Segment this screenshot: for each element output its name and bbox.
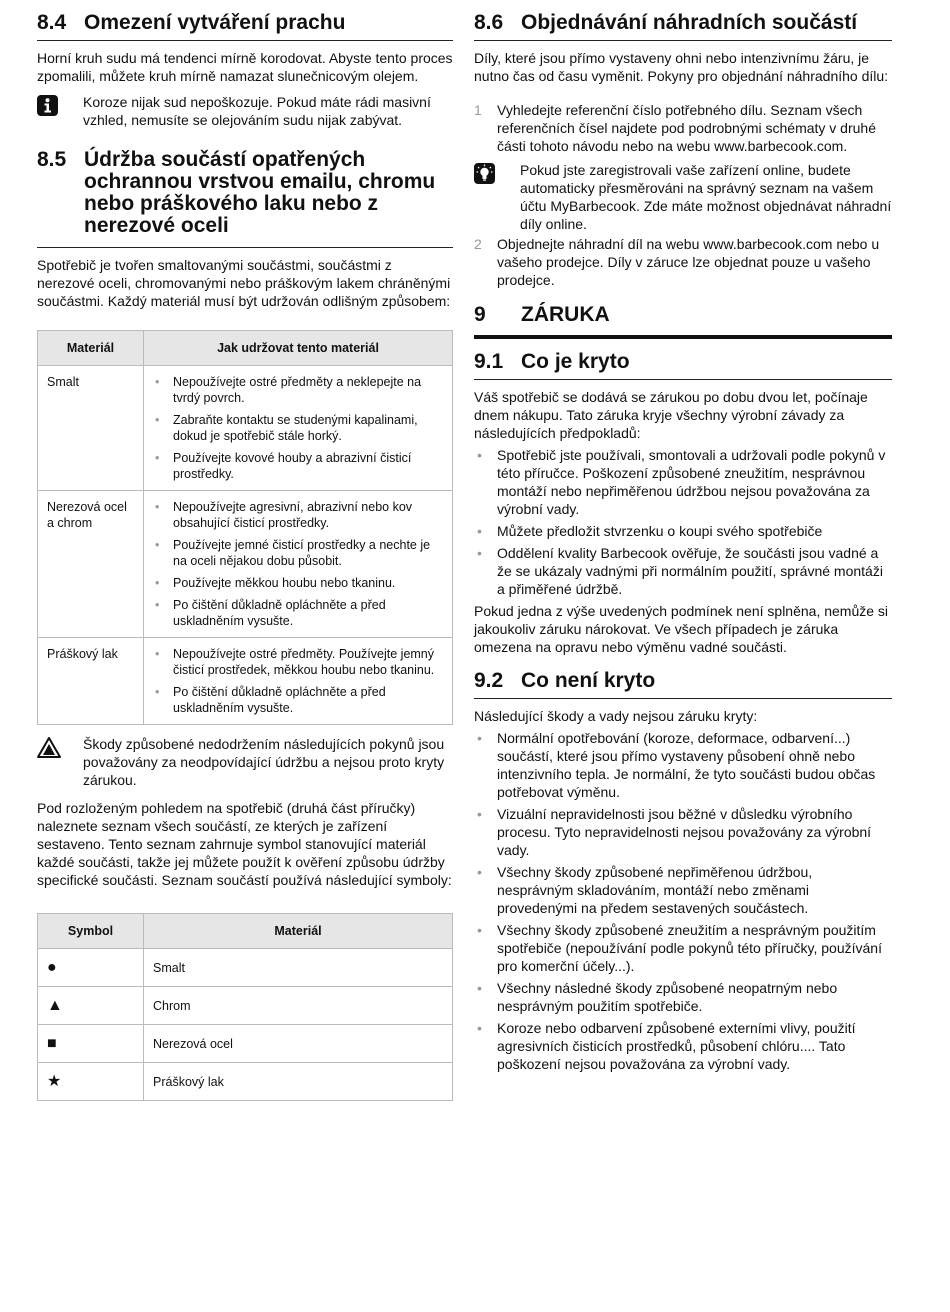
table-header-row	[38, 331, 453, 366]
left-column	[37, 0, 453, 1101]
list-item: • Používejte kovové houby a abrazivní čisticí prostředky.	[153, 450, 443, 482]
tip-note	[474, 161, 892, 233]
section-9-2-heading	[474, 670, 892, 699]
list-item: • Normální opotřebování (koroze, deformace, odbarvení...) součástí, které jsou přímo vystaveny působení ohně nebo intenzivního tepla. Je normální, že tyto součásti budou občas potřebovat výměnu.	[474, 729, 892, 801]
circle-symbol: ●	[38, 949, 144, 987]
material-cell: Práškový lak	[144, 1063, 453, 1101]
care-cell	[144, 638, 453, 725]
column-header-material: Materiál	[38, 331, 144, 366]
list-item: • Vizuální nepravidelnosti jsou běžné v důsledku výrobního procesu. Tyto nepravidelnosti nejsou považovány za výrobní vady.	[474, 805, 892, 859]
section-title: Objednávání náhradních součástí	[521, 11, 858, 34]
section-title: Co není kryto	[521, 669, 656, 692]
section-8-4-heading	[37, 12, 453, 41]
tip-note-text: Pokud jste zaregistrovali vaše zařízení online, budete automaticky přesměrováni na správný seznam na vašem účtu MyBarbecook. Zde máte možnost objednávat náhradní díly online.	[520, 162, 892, 232]
section-number: 8.4	[37, 11, 67, 34]
chapter-9-heading	[474, 303, 892, 339]
section-number: 8.5	[37, 148, 67, 171]
paragraph: Horní kruh sudu má tendenci mírně korodovat. Abyste tento proces zpomalili, můžete kruh mírně namazat slunečnicovým olejem.	[37, 50, 453, 84]
list-item: • Používejte měkkou houbu nebo tkaninu.	[153, 575, 443, 591]
maintenance-table	[37, 330, 453, 725]
triangle-symbol: ▲	[38, 987, 144, 1025]
right-column	[474, 0, 892, 1077]
section-title: Co je kryto	[521, 350, 630, 373]
list-item: • Všechny škody způsobené nepřiměřenou údržbou, nesprávným skladováním, montáží nebo změnami provedenými na předem sestavených součástech.	[474, 863, 892, 917]
table-row	[38, 949, 453, 987]
table-row	[38, 638, 453, 725]
list-item: • Koroze nebo odbarvení způsobené externími vlivy, použití agresivních čisticích prostředků, působení chlóru.... Tato poškození nejsou považována za výrobní vady.	[474, 1019, 892, 1073]
list-item: • Všechny škody způsobené zneužitím a nesprávným použitím spotřebiče (nepoužívání podle pokynů této příručky, používání pro komerční účely...).	[474, 921, 892, 975]
star-symbol: ★	[38, 1063, 144, 1101]
section-9-1-heading	[474, 351, 892, 380]
paragraph: Spotřebič je tvořen smaltovanými součástmi, součástmi z nerezové oceli, chromovanými nebo práškovým lakem chráněnými součástmi. Každý materiál musí být udržován odlišným způsobem:	[37, 257, 451, 309]
table-row	[38, 1025, 453, 1063]
care-cell	[144, 366, 453, 491]
list-item: • Zabraňte kontaktu se studenými kapalinami, dokud je spotřebič stále horký.	[153, 412, 443, 444]
table-row	[38, 366, 453, 491]
paragraph: Díly, které jsou přímo vystaveny ohni nebo intenzivnímu žáru, je nutno čas od času vyměnit. Pokyny pro objednání náhradního dílu:	[474, 50, 889, 84]
paragraph: Následující škody a vady nejsou záruku kryty:	[474, 708, 758, 724]
list-item: • Oddělení kvality Barbecook ověřuje, že součásti jsou vadné a že se ukázaly vadnými při normálním použití, správné montáži a přiměřené údržbě.	[474, 544, 892, 598]
material-cell: Smalt	[144, 949, 453, 987]
warning-icon	[37, 735, 83, 789]
list-item: • Nepoužívejte agresivní, abrazivní nebo kov obsahující čisticí prostředky.	[153, 499, 443, 531]
table-header-row	[38, 914, 453, 949]
step-text: Vyhledejte referenční číslo potřebného dílu. Seznam všech referenčních čísel najdete pod podrobnými schématy v druhé části tohoto návodu nebo na webu www.barbecook.com.	[497, 102, 876, 154]
table-row	[38, 1063, 453, 1101]
section-number: 9.2	[474, 669, 504, 692]
info-icon	[37, 93, 83, 129]
square-symbol: ■	[38, 1025, 144, 1063]
section-title: Omezení vytváření prachu	[84, 11, 346, 34]
list-item: • Nepoužívejte ostré předměty a neklepejte na tvrdý povrch.	[153, 374, 443, 406]
step-number: 2	[474, 236, 482, 252]
material-cell: Smalt	[38, 366, 144, 491]
table-row	[38, 987, 453, 1025]
lightbulb-icon	[474, 161, 520, 233]
section-number: 8.6	[474, 11, 504, 34]
chapter-title: ZÁRUKA	[521, 303, 610, 326]
column-header-care: Jak udržovat tento materiál	[144, 331, 453, 366]
symbol-table	[37, 913, 453, 1101]
list-item	[474, 235, 892, 289]
numbered-list	[474, 101, 892, 155]
material-cell: Nerezová ocel a chrom	[38, 491, 144, 638]
list-item	[474, 101, 892, 155]
section-title: Údržba součástí opatřených ochrannou vrstvou emailu, chromu nebo práškového laku nebo z nerezové oceli	[84, 148, 436, 237]
column-header-symbol: Symbol	[38, 914, 144, 949]
material-cell: Práškový lak	[38, 638, 144, 725]
bullet-list	[474, 729, 892, 1073]
paragraph: Pod rozloženým pohledem na spotřebič (druhá část příručky) naleznete seznam všech součástí, ze kterých je zařízení sestaveno. Tento seznam zahrnuje symbol stanovující materiál každé součásti, takže jej můžete použít k ověření způsobu údržby specifické součásti. Seznam součástí používá následující symboly:	[37, 800, 452, 888]
list-item: • Používejte jemné čisticí prostředky a nechte je na oceli nějakou dobu působit.	[153, 537, 443, 569]
info-note	[37, 93, 453, 129]
warning-note-text: Škody způsobené nedodržením následujících pokynů jsou považovány za neodpovídající údržbu a nejsou proto kryty zárukou.	[83, 736, 445, 788]
list-item: • Všechny následné škody způsobené neopatrným nebo nesprávným použitím spotřebiče.	[474, 979, 892, 1015]
table-row	[38, 491, 453, 638]
list-item: • Nepoužívejte ostré předměty. Používejte jemný čisticí prostředek, měkkou houbu nebo tkaninu.	[153, 646, 443, 678]
step-number: 1	[474, 102, 482, 118]
list-item: • Spotřebič jste používali, smontovali a udržovali podle pokynů v této příručce. Poškození způsobené zneužitím, nesprávnou montáží nebo nepřiměřenou údržbou nejsou považována za výrobní vady.	[474, 446, 892, 518]
care-cell	[144, 491, 453, 638]
warning-note	[37, 735, 453, 789]
list-item: • Po čištění důkladně opláchněte a před uskladněním vysušte.	[153, 684, 443, 716]
list-item: • Po čištění důkladně opláchněte a před uskladněním vysušte.	[153, 597, 443, 629]
section-8-5-heading	[37, 149, 453, 248]
chapter-number: 9	[474, 303, 486, 326]
paragraph: Váš spotřebič se dodává se zárukou po dobu dvou let, počínaje dnem nákupu. Tato záruka kryje všechny výrobní závady za následujících předpokladů:	[474, 389, 868, 441]
section-8-6-heading	[474, 12, 892, 41]
section-number: 9.1	[474, 350, 504, 373]
step-text: Objednejte náhradní díl na webu www.barbecook.com nebo u vašeho prodejce. Díly v záruce lze objednat pouze u vašeho prodejce.	[497, 236, 880, 288]
info-note-text: Koroze nijak sud nepoškozuje. Pokud máte rádi masivní vzhled, nemusíte se olejováním sudu nijak zabývat.	[83, 94, 431, 128]
list-item: • Můžete předložit stvrzenku o koupi svého spotřebiče	[474, 522, 892, 540]
numbered-list	[474, 235, 892, 289]
material-cell: Chrom	[144, 987, 453, 1025]
column-header-material: Materiál	[144, 914, 453, 949]
material-cell: Nerezová ocel	[144, 1025, 453, 1063]
bullet-list	[474, 446, 892, 598]
paragraph: Pokud jedna z výše uvedených podmínek není splněna, nemůže si jakoukoliv záruku nárokovat. Ve všech případech je záruka omezena na opravu nebo výměnu vadné součásti.	[474, 603, 889, 655]
